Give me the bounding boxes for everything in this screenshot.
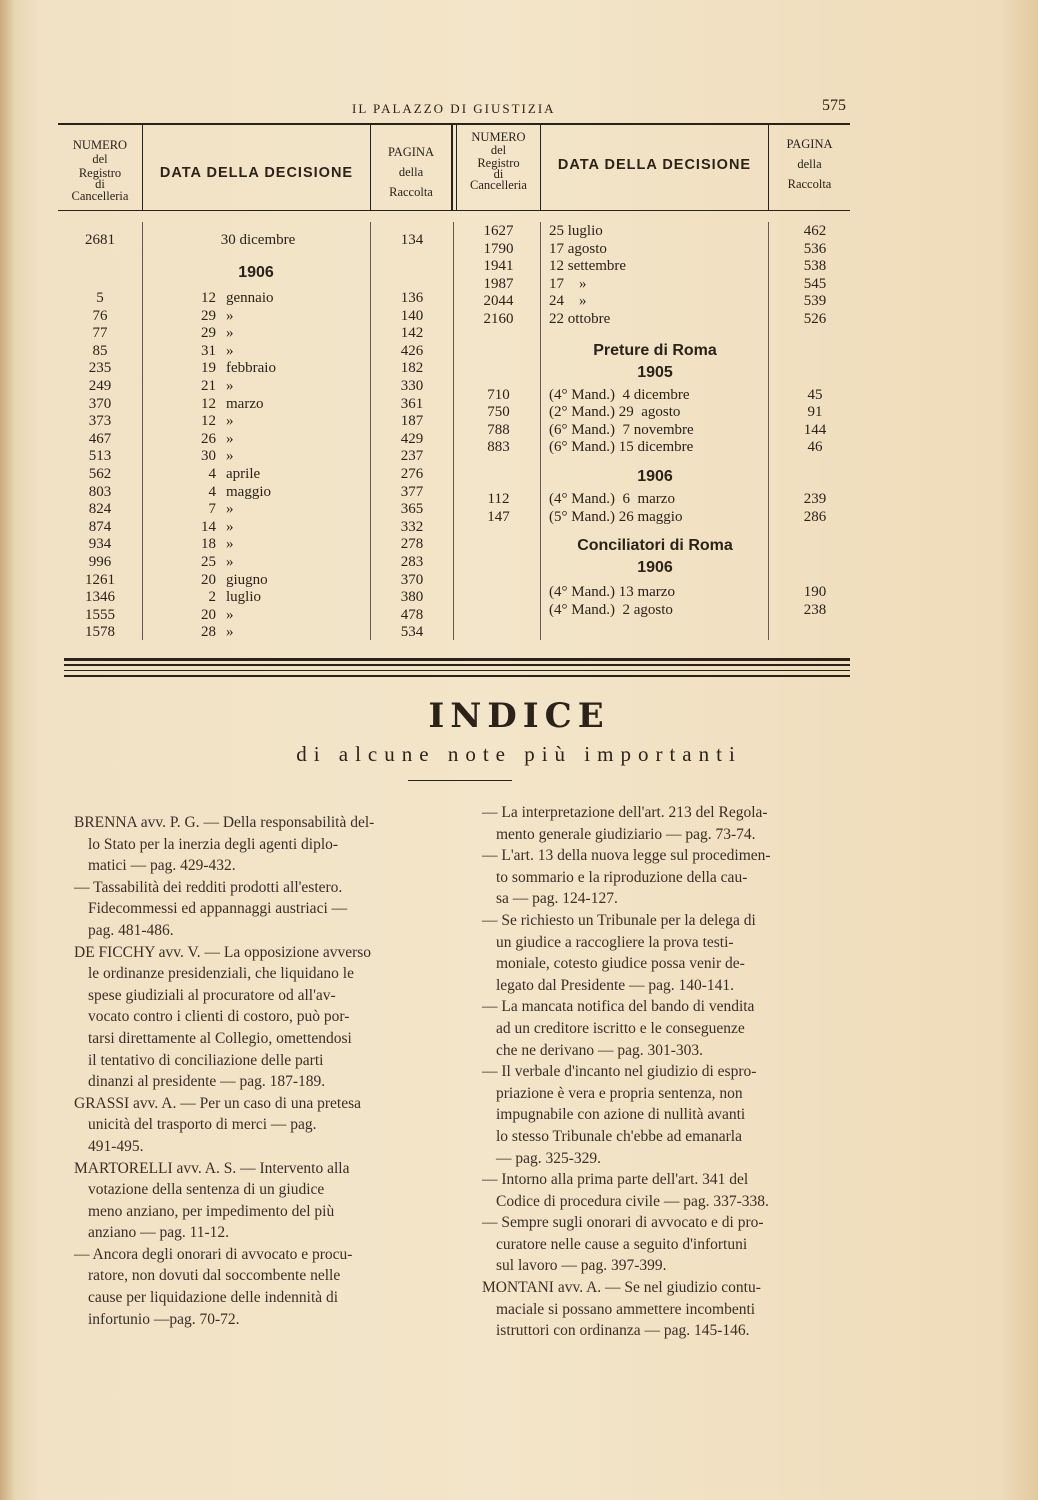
decision-day: 4 <box>208 483 216 500</box>
index-entry-line: legato dal Presidente — pag. 140-141. <box>496 976 735 994</box>
header-numero-right <box>457 131 540 192</box>
table-year-heading: 1906 <box>238 264 274 281</box>
decision-date: (4° Mand.) 13 marzo <box>549 584 675 601</box>
decision-month: » <box>226 430 234 447</box>
decision-month: giugno <box>226 571 268 588</box>
indice-underline <box>408 780 512 781</box>
index-entry <box>482 1277 862 1342</box>
index-entry-line: sa — pag. 124-127. <box>496 890 618 908</box>
registro-number: 370 <box>88 395 112 412</box>
decision-month: » <box>226 378 234 394</box>
decision-day: 12 <box>201 290 216 306</box>
index-entry <box>74 1158 451 1244</box>
decision-date: (6° Mand.) 15 dicembre <box>549 439 694 456</box>
raccolta-page: 429 <box>400 430 424 447</box>
raccolta-page: 286 <box>803 508 827 525</box>
decision-month: » <box>226 325 234 342</box>
col-divider <box>451 125 453 211</box>
decision-day: 26 <box>201 430 216 447</box>
index-entry-line: sul lavoro — pag. 397-399. <box>496 1257 667 1275</box>
decision-month: » <box>226 413 234 430</box>
index-entry-line: maciale si possano ammettere incombenti <box>496 1300 756 1318</box>
header-text: del <box>490 143 507 157</box>
table-row <box>58 519 453 537</box>
decision-date: 24 » <box>549 293 587 310</box>
registro-number: 373 <box>88 413 112 430</box>
registro-number: 803 <box>88 483 112 500</box>
index-entry-line: il tentativo di conciliazione delle parti <box>88 1051 324 1069</box>
index-entry-line: le ordinanze presidenziali, che liquidano le <box>88 965 354 983</box>
registro-number: 235 <box>88 360 112 377</box>
index-entry <box>482 1061 862 1169</box>
section-heading: 1906 <box>637 468 673 485</box>
raccolta-page: 283 <box>400 554 424 570</box>
decision-date: (5° Mand.) 26 maggio <box>549 508 683 525</box>
decision-month: aprile <box>226 466 261 482</box>
index-entry-line: pag. 481-486. <box>88 921 174 939</box>
decision-day: 20 <box>201 606 216 623</box>
table-row <box>58 325 453 343</box>
index-entry-line: to sommario e la riproduzione della cau- <box>496 868 748 886</box>
registro-number: 874 <box>88 518 112 535</box>
index-entry-line: cause per liquidazione delle indennità di <box>88 1289 339 1307</box>
header-text: di <box>493 167 504 181</box>
index-entry-line: ad un creditore iscritto e le conseguenze <box>496 1019 745 1037</box>
table-row <box>58 343 453 361</box>
decision-day: 18 <box>201 536 216 553</box>
header-text: di <box>95 177 105 191</box>
index-entry <box>482 1212 862 1277</box>
table-row <box>58 413 453 431</box>
table-row <box>58 536 453 554</box>
raccolta-page: 239 <box>803 491 827 507</box>
registro-number: 562 <box>88 466 112 482</box>
table-row <box>457 491 850 509</box>
header-text: Cancelleria <box>470 178 527 192</box>
header-text: PAGINA <box>786 137 833 151</box>
header-data-left: DATA DELLA DECISIONE <box>159 165 354 181</box>
index-entry-line: infortunio —pag. 70-72. <box>88 1310 240 1328</box>
table-header-bottom-rule <box>58 210 850 211</box>
table-row <box>457 509 850 527</box>
table-row <box>58 378 453 396</box>
index-entry-line: — L'art. 13 della nuova legge sul procedimen- <box>482 847 771 865</box>
index-entry-line: 491-495. <box>88 1137 144 1155</box>
decision-day: 19 <box>201 360 216 377</box>
decision-day: 31 <box>201 342 216 359</box>
table-row <box>457 602 850 620</box>
table-row <box>58 572 453 590</box>
index-entry-line: — Ancora degli onorari di avvocato e procu- <box>74 1245 353 1263</box>
section-separator <box>64 658 850 661</box>
table-row <box>457 584 850 602</box>
decision-month: gennaio <box>226 290 274 306</box>
table-row <box>58 607 453 625</box>
registro-number: 2044 <box>483 293 514 310</box>
decision-day: 30 <box>201 448 216 465</box>
raccolta-page: 426 <box>400 342 424 359</box>
raccolta-page: 190 <box>803 584 827 601</box>
index-entry-line: — Intorno alla prima parte dell'art. 341 del <box>482 1171 749 1189</box>
decision-month: » <box>226 554 234 570</box>
index-entry <box>74 877 451 942</box>
registro-number: 1790 <box>483 240 514 257</box>
decision-day: 4 <box>208 466 216 482</box>
raccolta-page: 140 <box>400 307 424 324</box>
index-entry-line: matici — pag. 429-432. <box>88 857 236 875</box>
indice-title: INDICE <box>428 696 610 736</box>
table-row <box>457 241 850 259</box>
header-numero-left <box>58 138 142 203</box>
table-row <box>58 554 453 572</box>
index-entry <box>482 996 862 1061</box>
header-text: PAGINA <box>387 145 435 159</box>
index-entry-line: mento generale giudiziario — pag. 73-74. <box>496 825 756 843</box>
section-heading: 1905 <box>637 363 673 381</box>
table-row <box>58 360 453 378</box>
header-text: NUMERO <box>72 138 128 152</box>
index-entry <box>74 942 451 1093</box>
index-entry <box>74 812 451 877</box>
index-entry-line: meno anziano, per impedimento del più <box>88 1202 335 1220</box>
index-entry-line: ratore, non dovuti dal soccombente nelle <box>88 1267 341 1285</box>
index-entry-line: istruttori con ordinanza — pag. 145-146. <box>496 1322 750 1340</box>
decision-day: 20 <box>201 571 216 588</box>
table-top-rule <box>58 123 850 125</box>
registro-number: 710 <box>487 386 510 403</box>
decision-month: » <box>226 448 234 465</box>
registro-number: 77 <box>92 325 108 342</box>
table-row <box>457 311 850 329</box>
decision-date: 12 settembre <box>549 258 627 275</box>
decision-day: 29 <box>201 307 216 324</box>
decision-day: 28 <box>201 624 216 641</box>
registro-number: 513 <box>88 448 112 465</box>
decision-date: (6° Mand.) 7 novembre <box>549 421 694 438</box>
decision-date: (4° Mand.) 6 marzo <box>549 491 675 507</box>
header-text: della <box>398 165 424 179</box>
header-text: Cancelleria <box>71 189 129 203</box>
raccolta-page: 182 <box>400 360 424 377</box>
index-entry-line: anziano — pag. 11-12. <box>88 1224 230 1242</box>
table-row <box>457 276 850 294</box>
index-entry-line: — Sempre sugli onorari di avvocato e di pro- <box>482 1214 764 1232</box>
decision-day: 12 <box>201 395 216 412</box>
section-separator <box>64 664 850 666</box>
decision-date: 25 luglio <box>549 223 603 239</box>
index-entry-line: BRENNA avv. P. G. — Della responsabilità del- <box>74 814 375 831</box>
index-entry-line: moniale, cotesto giudice possa venir de- <box>496 955 745 973</box>
raccolta-page: 538 <box>803 258 827 275</box>
decision-date: 17 » <box>549 275 587 292</box>
index-entry-line: lo stesso Tribunale ch'ebbe ad emanarla <box>496 1127 742 1145</box>
index-entry <box>482 802 862 845</box>
index-entry <box>74 1244 451 1330</box>
raccolta-page: 142 <box>400 325 424 342</box>
decision-month: » <box>226 624 234 641</box>
table-row <box>58 484 453 502</box>
raccolta-page: 536 <box>803 240 827 257</box>
index-entry-line: priazione è vera e propria sentenza, non <box>496 1084 743 1102</box>
decision-date: 17 agosto <box>549 240 607 257</box>
decision-day: 25 <box>201 554 216 570</box>
raccolta-page: 276 <box>400 466 424 482</box>
decision-month: luglio <box>226 589 262 606</box>
index-entry-line: — Tassabilità dei redditi prodotti all'estero. <box>74 878 343 896</box>
decision-month: marzo <box>226 395 264 412</box>
index-entry-line: Codice di procedura civile — pag. 337-338. <box>496 1192 769 1210</box>
raccolta-page: 526 <box>803 311 827 327</box>
index-entry-line: — pag. 325-329. <box>496 1149 602 1167</box>
table-row <box>457 258 850 276</box>
raccolta-page: 365 <box>400 501 424 518</box>
registro-number: 996 <box>88 554 112 570</box>
decision-month: » <box>226 501 234 518</box>
registro-number: 1941 <box>483 258 514 275</box>
table-row <box>58 308 453 326</box>
table-row <box>58 448 453 466</box>
header-text: del <box>92 152 108 166</box>
notes-right-column <box>482 802 862 1342</box>
registro-number: 1555 <box>85 606 115 623</box>
index-entry-line: lo Stato per la inerzia degli agenti diplo- <box>88 835 339 853</box>
raccolta-page: 237 <box>400 448 424 465</box>
table-row <box>58 431 453 449</box>
section-separator <box>64 675 850 677</box>
index-entry-line: curatore nelle cause a seguito d'infortuni <box>496 1235 748 1253</box>
index-entry <box>482 910 862 996</box>
registro-number: 112 <box>487 491 510 507</box>
index-entry-line: tarsi direttamente al Collegio, omettendosi <box>88 1029 352 1047</box>
decision-month: » <box>226 606 234 623</box>
raccolta-page: 332 <box>400 518 424 535</box>
raccolta-page: 370 <box>400 571 424 588</box>
index-entry-line: — Se richiesto un Tribunale per la delega di <box>482 911 756 929</box>
raccolta-page: 330 <box>400 378 424 394</box>
raccolta-page: 361 <box>400 395 424 412</box>
registro-number: 1261 <box>85 571 115 588</box>
decision-month: maggio <box>226 483 271 500</box>
index-entry-line: Fidecommessi ed appannaggi austriaci — <box>88 900 348 918</box>
index-entry <box>74 1093 451 1158</box>
table-row <box>457 293 850 311</box>
registro-number: 1987 <box>483 275 514 292</box>
raccolta-page: 45 <box>807 386 823 403</box>
registro-number: 824 <box>88 501 112 518</box>
decision-day: 12 <box>201 413 216 430</box>
raccolta-page: 462 <box>803 223 827 239</box>
registro-number: 5 <box>96 290 104 306</box>
decision-date: (2° Mand.) 29 agosto <box>549 404 681 421</box>
index-entry-line: MONTANI avv. A. — Se nel giudizio contu- <box>482 1279 761 1297</box>
table-row <box>58 501 453 519</box>
table-row <box>58 624 453 642</box>
index-entry-line: — Il verbale d'incanto nel giudizio di espro- <box>482 1063 757 1081</box>
index-entry-line: vocato contro i clienti di costoro, può por- <box>88 1008 350 1026</box>
index-entry-line: unicità del trasporto di merci — pag. <box>88 1116 317 1134</box>
decision-date: (4° Mand.) 2 agosto <box>549 601 673 618</box>
table-row <box>457 439 850 457</box>
header-text: Raccolta <box>787 177 832 191</box>
section-heading: Conciliatori di Roma <box>577 537 733 555</box>
decision-day: 2 <box>208 589 216 606</box>
index-entry-line: dinanzi al presidente — pag. 187-189. <box>88 1073 326 1091</box>
raccolta-page: 144 <box>803 421 827 438</box>
decision-month: » <box>226 536 234 553</box>
index-entry <box>482 845 862 910</box>
decision-month: » <box>226 342 234 359</box>
registro-number: 788 <box>487 421 510 438</box>
decision-day: 29 <box>201 325 216 342</box>
decision-day: 7 <box>208 501 216 518</box>
table-row <box>58 466 453 484</box>
index-entry-line: GRASSI avv. A. — Per un caso di una pretesa <box>74 1094 361 1112</box>
table-row <box>58 589 453 607</box>
index-entry-line: DE FICCHY avv. V. — La opposizione avverso <box>74 943 372 961</box>
raccolta-page: 478 <box>400 606 424 623</box>
decision-month: » <box>226 307 234 324</box>
decision-month: febbraio <box>226 360 276 377</box>
index-entry-line: MARTORELLI avv. A. S. — Intervento alla <box>74 1159 350 1177</box>
header-text: Registro <box>78 166 122 180</box>
decision-date: (4° Mand.) 4 dicembre <box>549 386 690 403</box>
header-text: Registro <box>477 156 520 170</box>
section-heading: Preture di Roma <box>593 341 717 359</box>
raccolta-page: 134 <box>400 232 424 248</box>
decision-day: 21 <box>201 378 216 394</box>
table-row <box>457 387 850 405</box>
notes-left-column <box>74 812 451 1330</box>
body-divider <box>453 222 454 640</box>
decision-day: 14 <box>201 518 216 535</box>
page-header <box>0 97 1038 119</box>
header-pagina-right <box>769 134 850 194</box>
raccolta-page: 187 <box>400 413 424 430</box>
raccolta-page: 238 <box>803 601 827 618</box>
index-entry <box>482 1169 862 1212</box>
registro-number: 249 <box>88 378 112 394</box>
header-text: NUMERO <box>471 130 526 144</box>
decision-month: » <box>226 518 234 535</box>
table-row <box>457 404 850 422</box>
index-entry-line: — La interpretazione dell'art. 213 del Regola- <box>482 804 768 821</box>
table-row <box>58 396 453 414</box>
running-title: IL PALAZZO DI GIUSTIZIA <box>352 101 556 116</box>
table-row <box>457 422 850 440</box>
raccolta-page: 136 <box>400 290 424 306</box>
page-number: 575 <box>822 97 846 114</box>
raccolta-page: 278 <box>400 536 424 553</box>
registro-number: 76 <box>92 307 108 324</box>
index-entry-line: spese giudiziali al procuratore od all'av- <box>88 986 336 1004</box>
registro-number: 1346 <box>85 589 115 606</box>
registro-number: 1578 <box>85 624 115 641</box>
registro-number: 2160 <box>483 311 514 327</box>
raccolta-page: 91 <box>807 404 823 421</box>
header-pagina-left <box>371 142 451 202</box>
table-row <box>58 232 453 250</box>
header-text: della <box>797 157 822 171</box>
index-entry-line: un giudice a raccogliere la prova testi- <box>496 933 734 951</box>
index-entry-line: che ne derivano — pag. 301-303. <box>496 1041 704 1059</box>
raccolta-page: 534 <box>400 624 424 641</box>
raccolta-page: 377 <box>400 483 424 500</box>
indice-subtitle: di alcune note più importanti <box>296 742 742 766</box>
registro-number: 2681 <box>85 232 115 248</box>
decision-date: 30 dicembre <box>220 232 296 248</box>
decision-date: 22 ottobre <box>549 311 611 327</box>
section-separator <box>64 670 850 671</box>
raccolta-page: 539 <box>803 293 827 310</box>
index-entry-line: — La mancata notifica del bando di vendita <box>482 998 755 1016</box>
registro-number: 883 <box>487 439 510 456</box>
raccolta-page: 46 <box>807 439 823 456</box>
section-heading: 1906 <box>637 559 673 577</box>
table-row <box>457 223 850 241</box>
registro-number: 467 <box>88 430 112 447</box>
registro-number: 1627 <box>483 223 514 239</box>
table-row <box>58 290 453 308</box>
index-entry-line: votazione della sentenza di un giudice <box>88 1181 325 1199</box>
header-data-right: DATA DELLA DECISIONE <box>557 157 752 173</box>
header-text: Raccolta <box>389 185 433 199</box>
index-entry-line: impugnabile con azione di nullità avanti <box>496 1106 746 1124</box>
raccolta-page: 380 <box>400 589 424 606</box>
raccolta-page: 545 <box>803 275 827 292</box>
registro-number: 85 <box>92 342 108 359</box>
registro-number: 147 <box>487 508 510 525</box>
registro-number: 934 <box>88 536 112 553</box>
registro-number: 750 <box>487 404 510 421</box>
